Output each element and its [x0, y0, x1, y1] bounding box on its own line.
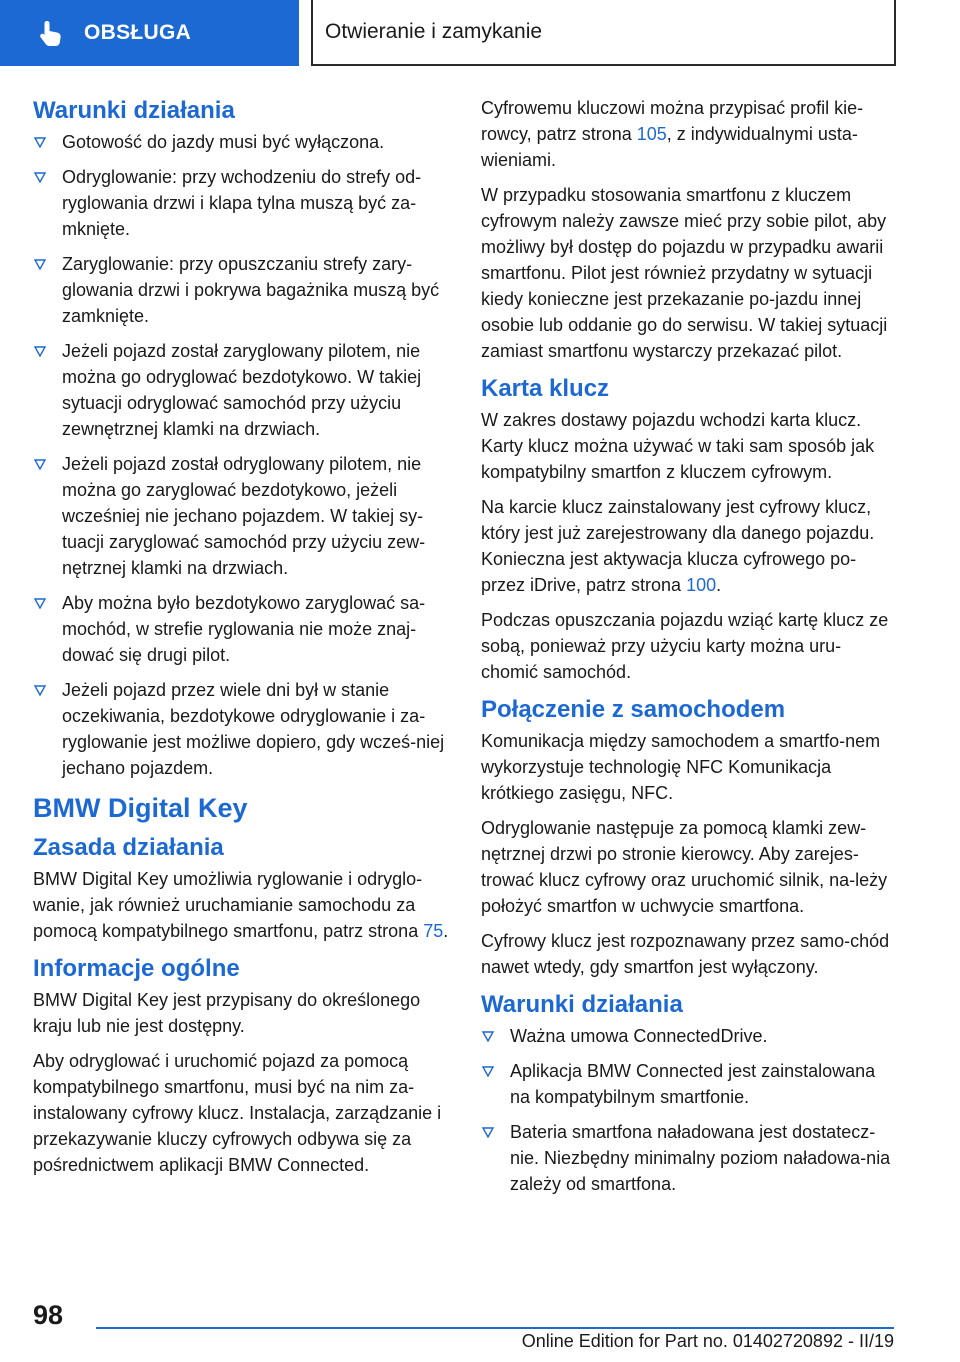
right-column: [481, 95, 897, 1206]
triangle-bullet-icon: [482, 1127, 494, 1138]
warunki-list-2: [481, 1023, 897, 1197]
list-item: Gotowość do jazdy musi być wyłączona.: [33, 129, 449, 155]
triangle-bullet-icon: [34, 346, 46, 357]
karta-paragraph-2: Na karcie klucz zainstalowany jest cyfrowy klucz, który jest już zarejestrowany dla danego pojazdu. Konieczna jest aktywacja klucza cyfrowego po-przez iDrive, patrz strona 100.: [481, 497, 875, 595]
page-link-105[interactable]: 105: [636, 124, 667, 144]
polaczenie-paragraph-2: Odryglowanie następuje za pomocą klamki zew-nętrznej drzwi po stronie kierowcy. Aby zarejes-trować klucz cyfrowy oraz uruchomić silnik, na-leży położyć smartfon w uchwycie smartfona.: [481, 818, 888, 916]
polaczenie-paragraph-1: Komunikacja między samochodem a smartfo-nem wykorzystuje technologię NFC Komunikacja krótkiego zasięgu, NFC.: [481, 731, 881, 803]
karta-heading: Karta klucz: [481, 375, 610, 402]
triangle-bullet-icon: [34, 685, 46, 696]
left-column: [33, 95, 449, 1187]
list-item: Bateria smartfona naładowana jest dostatecz-nie. Niezbędny minimalny poziom naładowa-nia zależy od smartfona.: [481, 1119, 897, 1197]
edition-text: Online Edition for Part no. 01402720892 - II/19: [521, 1331, 894, 1351]
smartphone-paragraph: W przypadku stosowania smartfonu z kluczem cyfrowym należy zawsze mieć przy sobie pilot, aby możliwy był dostęp do pojazdu w przypadku awarii smartfonu. Pilot jest również przydatny w sytuacji kiedy konieczne jest przekazanie po-jazdu innej osobie lub oddanie go do serwisu. W takiej sytuacji zamiast smartfonu wystarczy przekazać pilot.: [481, 185, 888, 361]
digital-key-heading: BMW Digital Key: [33, 793, 248, 823]
polaczenie-paragraph-3: Cyfrowy klucz jest rozpoznawany przez samo-chód nawet wtedy, gdy smartfon jest wyłączony.: [481, 931, 890, 977]
footer-divider: [96, 1327, 894, 1329]
page-header: [0, 0, 960, 66]
informacje-paragraph-1: BMW Digital Key jest przypisany do określonego kraju lub nie jest dostępny.: [33, 990, 421, 1036]
karta-paragraph-1: W zakres dostawy pojazdu wchodzi karta klucz. Karty klucz można używać w taki sam sposób jak kompatybilny smartfon z kluczem cyfrowym.: [481, 410, 875, 482]
polaczenie-heading: Połączenie z samochodem: [481, 696, 786, 723]
triangle-bullet-icon: [34, 598, 46, 609]
informacje-paragraph-2: Aby odryglować i uruchomić pojazd za pomocą kompatybilnego smartfonu, musi być na nim za-instalowany cyfrowy klucz. Instalacja, zarządzanie i przekazywanie kluczy cyfrowych odbywa się za pośrednictwem aplikacji BMW Connected.: [33, 1051, 442, 1175]
warunki-list: [33, 129, 449, 781]
page-number: 98: [33, 1300, 64, 1330]
warunki-heading: Warunki działania: [33, 97, 235, 124]
list-item: Jeżeli pojazd został odryglowany pilotem, nie można go zaryglować bezdotykowo, jeżeli wcześniej nie jechano pojazdem. W takiej sy-tuacji zaryglować samochód przy użyciu zew-nętrznej klamki na drzwiach.: [33, 451, 449, 581]
section-label: OBSŁUGA: [84, 21, 192, 44]
list-item: Ważna umowa ConnectedDrive.: [481, 1023, 897, 1049]
list-item: Aby można było bezdotykowo zaryglować sa-mochód, w strefie ryglowania nie może znaj-dować się drugi pilot.: [33, 590, 449, 668]
profile-paragraph: Cyfrowemu kluczowi można przypisać profil kie-rowcy, patrz strona 105, z indywidualnymi usta-wieniami.: [481, 98, 864, 170]
list-item: Zaryglowanie: przy opuszczaniu strefy zary-glowania drzwi i pokrywa bagażnika muszą być zamknięte.: [33, 251, 449, 329]
informacje-heading: Informacje ogólne: [33, 955, 240, 982]
chapter-label: Otwieranie i zamykanie: [325, 20, 543, 43]
hand-pointer-icon: [38, 19, 64, 47]
list-item: Odryglowanie: przy wchodzeniu do strefy od-ryglowania drzwi i klapa tylna muszą być za-mknięte.: [33, 164, 449, 242]
list-item: Jeżeli pojazd został zaryglowany pilotem, nie można go odryglować bezdotykowo. W takiej sytuacji odryglować samochód przy użyciu zewnętrznej klamki na drzwiach.: [33, 338, 449, 442]
page-link-75[interactable]: 75: [423, 921, 444, 941]
warunki-heading-2: Warunki działania: [481, 991, 683, 1018]
triangle-bullet-icon: [482, 1066, 494, 1077]
triangle-bullet-icon: [482, 1031, 494, 1042]
section-tab: [0, 0, 299, 66]
list-item: Aplikacja BMW Connected jest zainstalowana na kompatybilnym smartfonie.: [481, 1058, 897, 1110]
karta-paragraph-3: Podczas opuszczania pojazdu wziąć kartę klucz ze sobą, ponieważ przy użyciu karty można uru-chomić samochód.: [481, 610, 889, 682]
triangle-bullet-icon: [34, 137, 46, 148]
triangle-bullet-icon: [34, 172, 46, 183]
page-link-100[interactable]: 100: [686, 575, 717, 595]
zasada-heading: Zasada działania: [33, 834, 224, 861]
triangle-bullet-icon: [34, 459, 46, 470]
list-item: Jeżeli pojazd przez wiele dni był w stanie oczekiwania, bezdotykowe odryglowanie i za-ryglowanie jest możliwe dopiero, gdy wcześ-niej jechano pojazdem.: [33, 677, 449, 781]
zasada-paragraph: BMW Digital Key umożliwia ryglowanie i odryglo-wanie, jak również uruchamianie samochodu za pomocą kompatybilnego smartfonu, patrz strona 75.: [33, 869, 449, 941]
triangle-bullet-icon: [34, 259, 46, 270]
chapter-box: [311, 0, 896, 66]
